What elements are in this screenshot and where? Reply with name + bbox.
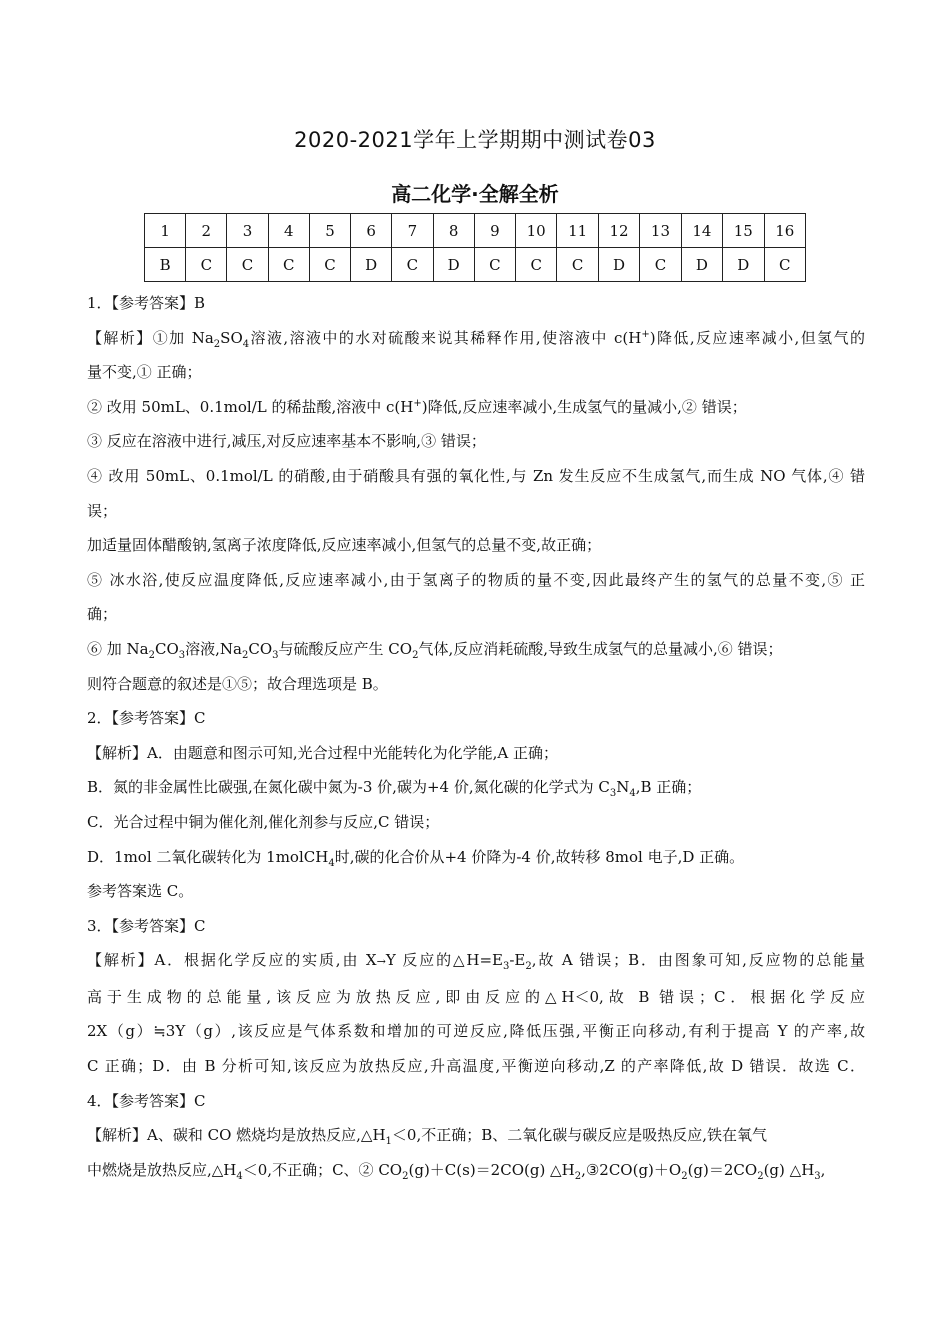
table-cell: C	[227, 248, 268, 282]
question-2-line: B．氮的非金属性比碳强,在氮化碳中氮为-3 价,碳为+4 价,氮化碳的化学式为 $C_3N_4,B$ 正确；	[87, 778, 702, 800]
table-cell: 15	[723, 214, 764, 248]
question-1-line: 误；	[87, 501, 118, 520]
table-cell: 7	[392, 214, 433, 248]
question-2-line: 【解析】A．由题意和图示可知,光合过程中光能转化为化学能,A 正确；	[87, 743, 558, 762]
table-cell: C	[186, 248, 227, 282]
question-1-line: ⑥ 加 $Na_2CO_3$溶液$,Na_2CO_3$与硫酸反应产生 $CO_2$气体,反应消耗硫酸,导致生成氢气的总量减小,⑥ 错误；	[87, 639, 783, 661]
table-cell: 8	[433, 214, 474, 248]
question-1-line: 确；	[87, 605, 118, 624]
table-cell: C	[474, 248, 515, 282]
table-cell: 6	[351, 214, 392, 248]
answer-table-answer-row	[145, 248, 806, 282]
table-cell: 13	[640, 214, 681, 248]
table-cell: D	[433, 248, 474, 282]
table-cell: 5	[309, 214, 350, 248]
page-subtitle: 高二化学·全解全析	[391, 182, 559, 206]
table-cell: C	[764, 248, 805, 282]
table-cell: C	[309, 248, 350, 282]
question-3-answer: 3．【参考答案】C	[87, 916, 206, 935]
table-cell: C	[557, 248, 598, 282]
question-1-line: ③ 反应在溶液中进行,减压,对反应速率基本不影响,③ 错误；	[87, 432, 486, 451]
question-1-line: 量不变,① 正确；	[87, 363, 202, 382]
table-cell: D	[723, 248, 764, 282]
table-cell: 4	[268, 214, 309, 248]
question-2-line: C．光合过程中铜为催化剂,催化剂参与反应,C 错误；	[87, 812, 440, 831]
question-1-conclusion: 则符合题意的叙述是①⑤；故合理选项是 B。	[87, 674, 388, 693]
table-cell: 16	[764, 214, 805, 248]
table-cell: C	[640, 248, 681, 282]
solutions-body	[87, 286, 865, 1187]
question-2-line: D．1mol 二氧化碳转化为 1molCH$_4$时,碳的化合价从+4 价降为-4 价,故转移 8mol 电子,D 正确。	[87, 847, 745, 869]
question-4-answer: 4．【参考答案】C	[87, 1091, 206, 1110]
table-cell: C	[268, 248, 309, 282]
table-cell: C	[515, 248, 556, 282]
table-cell: 3	[227, 214, 268, 248]
table-cell: 9	[474, 214, 515, 248]
question-1-line: ④ 改用 50mL、0.1mol/L 的硝酸,由于硝酸具有强的氧化性,与 Zn 发生反应不生成氢气,而生成 NO 气体,④ 错	[87, 466, 865, 485]
table-cell: 10	[515, 214, 556, 248]
question-4-line: 中燃烧是放热反应$,\triangle H_4<0$,不正确；C、② $CO_2(g)+C(s)=2CO(g)$ $\triangle H_2,③2CO(g)+O_2(g)=2CO_2(g)$ $\triangle H_3$,	[87, 1160, 826, 1182]
question-1-answer: 1．【参考答案】B	[87, 294, 206, 312]
question-1-line: ② 改用 50mL、0.1mol/L 的稀盐酸,溶液中 c(H+)降低,反应速率减小,生成氢气的量减小,② 错误；	[87, 397, 747, 416]
question-1-line: ⑤ 冰水浴,使反应温度降低,反应速率减小,由于氢离子的物质的量不变,因此最终产生的氢气的总量不变,⑤ 正	[87, 570, 865, 589]
question-3-line: 2X（g）≒3Y（g）,该反应是气体系数和增加的可逆反应,降低压强,平衡正向移动,有利于提高 Y 的产率,故	[87, 1022, 865, 1041]
question-1-line: 加适量固体醋酸钠,氢离子浓度降低,反应速率减小,但氢气的总量不变,故正确；	[87, 536, 602, 555]
page-title: 2020-2021学年上学期期中测试卷03	[294, 128, 656, 152]
table-cell: C	[392, 248, 433, 282]
table-cell: 2	[186, 214, 227, 248]
answer-table-number-row	[145, 214, 806, 248]
table-cell: D	[681, 248, 722, 282]
question-3-line: 【解析】A．根据化学反应的实质,由 X→Y 反应的$\triangle H=E_3-E_2$,故 A 错误；B．由图象可知,反应物的总能量	[87, 951, 865, 973]
question-3-line: C 正确；D．由 B 分析可知,该反应为放热反应,升高温度,平衡逆向移动,Z 的产率降低,故 D 错误．故选 C．	[87, 1057, 865, 1076]
table-cell: 14	[681, 214, 722, 248]
table-cell: B	[145, 248, 186, 282]
table-cell: 11	[557, 214, 598, 248]
question-3-line: 高于生成物的总能量,该反应为放热反应,即由反应的△H＜0,故 B 错误；C．根据化学反应	[87, 987, 865, 1006]
question-2-conclusion: 参考答案选 C。	[87, 882, 194, 901]
question-1-line: 【解析】①加 $Na_2SO_4$溶液,溶液中的水对硫酸来说其稀释作用,使溶液中 c(H+)降低,反应速率减小,但氢气的	[87, 328, 865, 350]
answer-table	[144, 213, 806, 282]
table-cell: D	[351, 248, 392, 282]
question-4-line: 【解析】A、碳和 CO 燃烧均是放热反应$,\triangle H_1<0$,不正确；B、二氧化碳与碳反应是吸热反应,铁在氧气	[87, 1126, 768, 1148]
table-cell: D	[598, 248, 639, 282]
table-cell: 1	[145, 214, 186, 248]
table-cell: 12	[598, 214, 639, 248]
question-2-answer: 2．【参考答案】C	[87, 709, 206, 728]
